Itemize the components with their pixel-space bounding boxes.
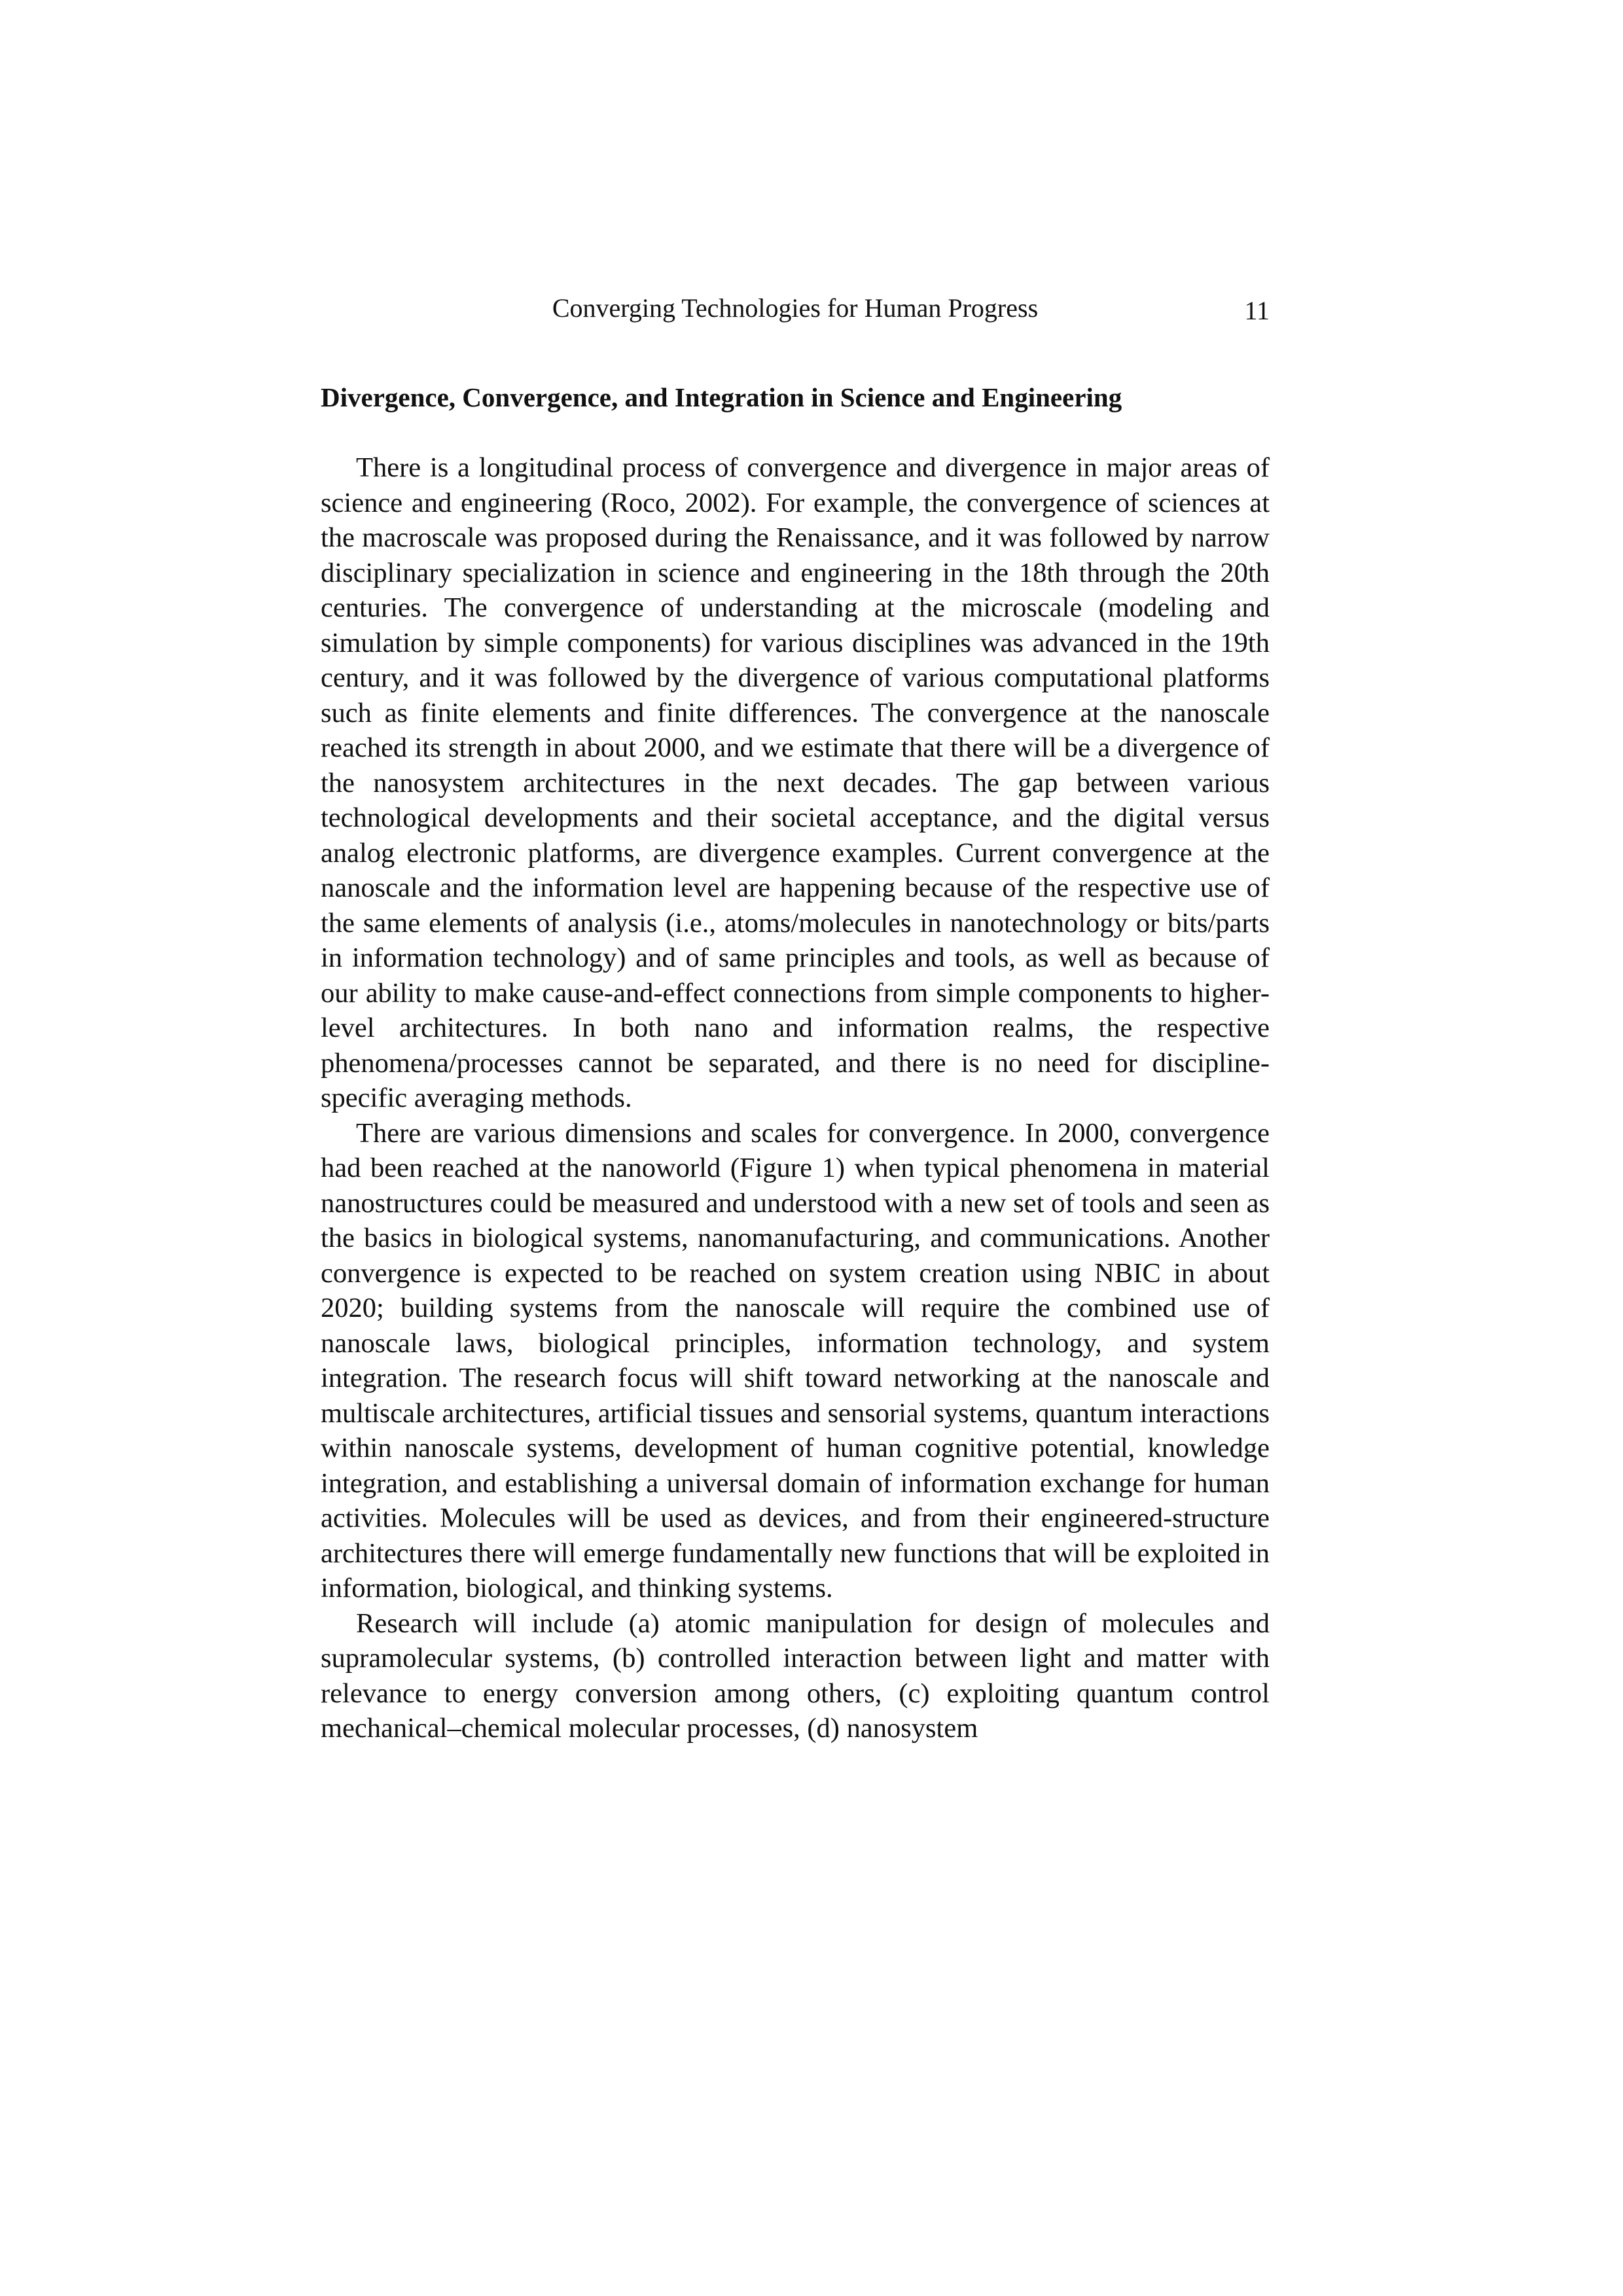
paragraph-1: There is a longitudinal process of convergence and divergence in major areas of science and engineering (Roco, 2002). For example, the convergence of sciences at the macroscale was proposed during the Renaissance, and it was followed by narrow disciplinary specialization in science and engineering in the 18th through the 20th centuries. The convergence of understanding at the microscale (modeling and simulation by simple components) for various disciplines was advanced in the 19th century, and it was followed by the divergence of various computational platforms such as finite elements and finite differences. The convergence at the nanoscale reached its strength in about 2000, and we estimate that there will be a divergence of the nanosystem architectures in the next decades. The gap between various technological developments and their societal acceptance, and the digital versus analog electronic platforms, are divergence examples. Current convergence at the nanoscale and the information level are happening because of the respective use of the same elements of analysis (i.e., atoms/molecules in nanotechnology or bits/parts in information technology) and of same principles and tools, as well as because of our ability to make cause-and-effect connections from simple components to higher-level architectures. In both nano and information realms, the respective phenomena/processes cannot be separated, and there is no need for discipline-specific averaging methods. xyxy=(321,452,1270,1113)
page-number: 11 xyxy=(1244,296,1270,325)
section-heading: Divergence, Convergence, and Integration in Science and Engineering xyxy=(321,382,1122,412)
running-head xyxy=(321,292,1270,331)
paragraph-2: There are various dimensions and scales for convergence. In 2000, convergence had been reached at the nanoworld (Figure 1) when typical phenomena in material nanostructures could be measured and understood with a new set of tools and seen as the basics in biological systems, nanomanufacturing, and communications. Another convergence is expected to be reached on system creation using NBIC in about 2020; building systems from the nanoscale will require the combined use of nanoscale laws, biological principles, information technology, and system integration. The research focus will shift toward networking at the nanoscale and multiscale architectures, artificial tissues and sensorial systems, quantum interactions within nanoscale systems, development of human cognitive potential, knowledge integration, and establishing a universal domain of information exchange for human activities. Molecules will be used as devices, and from their engineered-structure architectures there will emerge fundamentally new functions that will be exploited in information, biological, and thinking systems. xyxy=(321,1117,1270,1604)
running-title: Converging Technologies for Human Progress xyxy=(552,293,1039,323)
paragraph-3: Research will include (a) atomic manipulation for design of molecules and supramolecular systems, (b) controlled interaction between light and matter with relevance to energy conversion among others, (c) exploiting quantum control mechanical–chemical molecular processes, (d) nanosystem xyxy=(321,1607,1270,1744)
body-text xyxy=(321,450,1270,1746)
